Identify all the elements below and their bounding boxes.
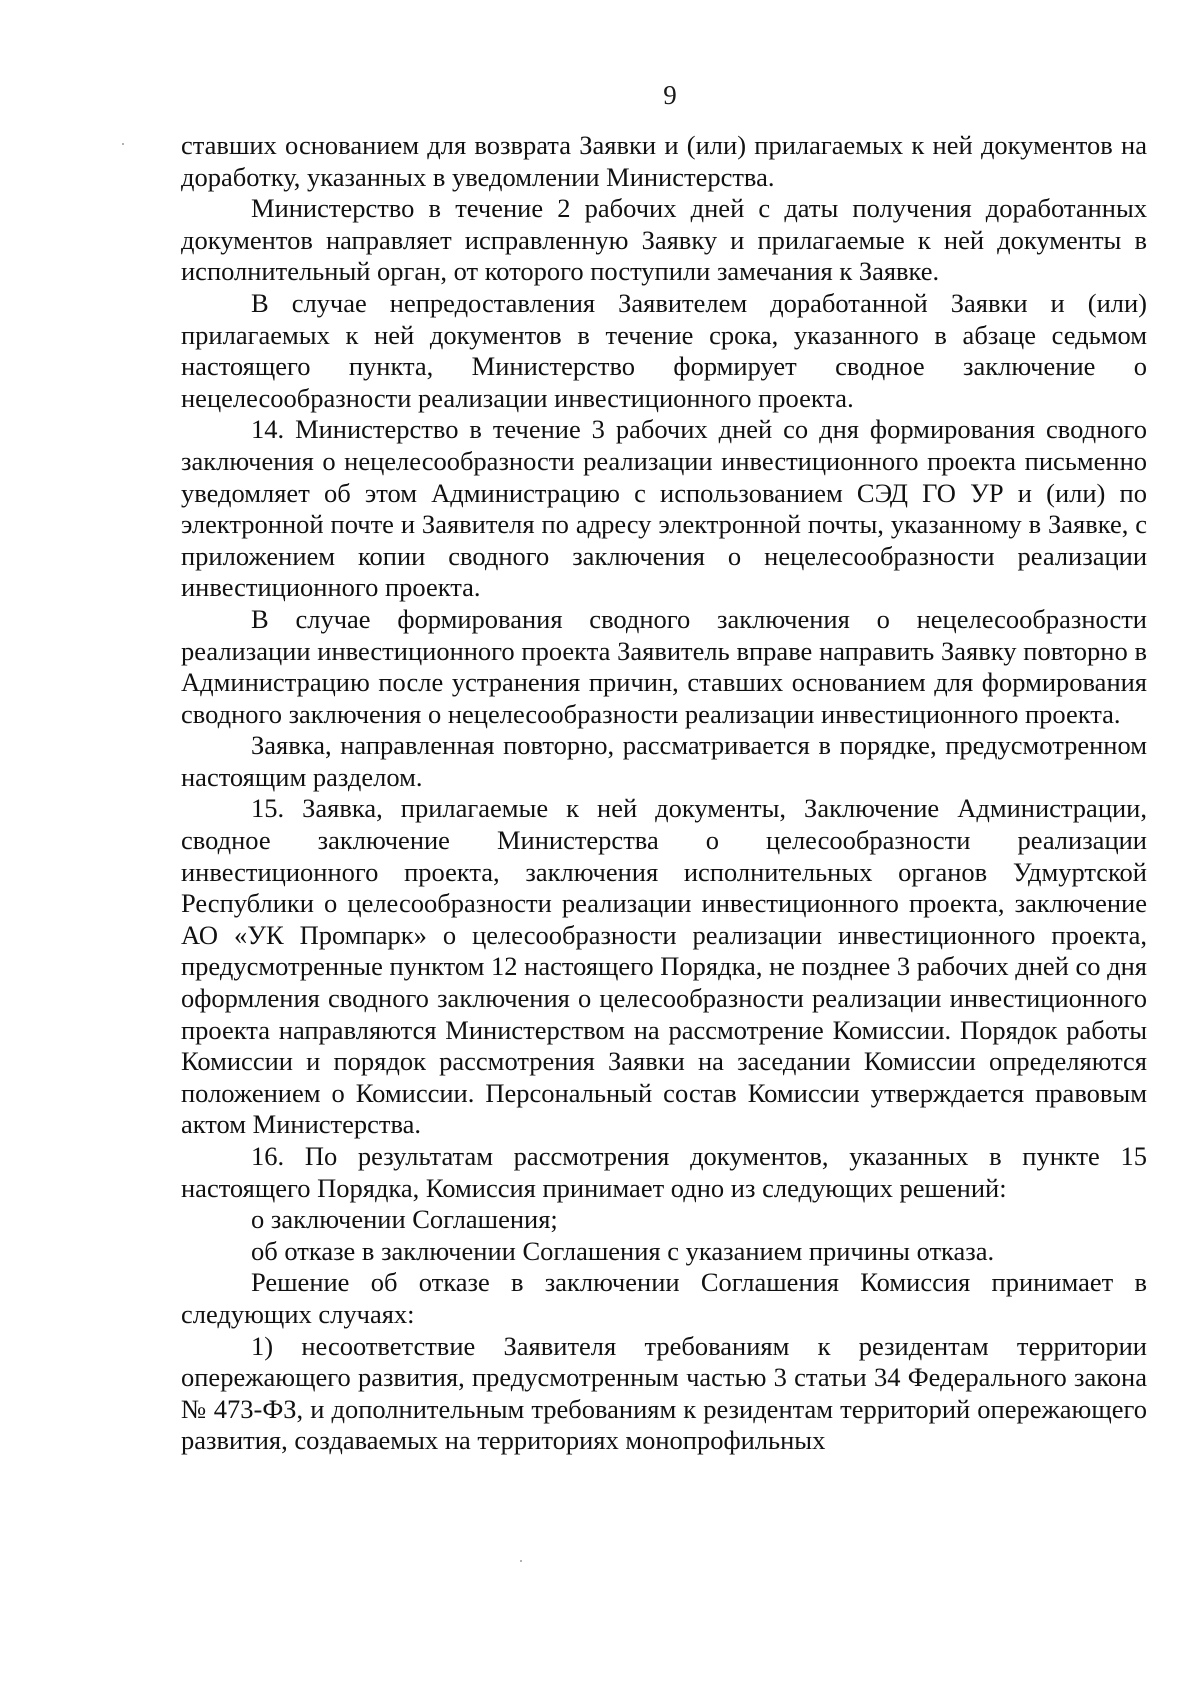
scan-speck [122,143,124,145]
scan-speck [520,1560,522,1562]
paragraph-continuation: ставших основанием для возврата Заявки и (или) прилагаемых к ней документов на доработку, указанных в уведомлении Министерства. [181,130,1147,192]
document-body [181,130,1147,1457]
paragraph: Министерство в течение 2 рабочих дней с даты получения доработанных документов направляет исправленную Заявку и прилагаемые к ней документы в исполнительный орган, от которого поступили замечания к Заявке. [181,193,1147,287]
paragraph-item-14: 14. Министерство в течение 3 рабочих дней со дня формирования сводного заключения о нецелесообразности реализации инвестиционного проекта письменно уведомляет об этом Администрацию с использованием СЭД ГО УР и (или) по электронной почте и Заявителя по адресу электронной почты, указанному в Заявке, с приложением копии сводного заключения о нецелесообразности реализации инвестиционного проекта. [181,414,1147,603]
paragraph: В случае непредоставления Заявителем доработанной Заявки и (или) прилагаемых к ней документов в течение срока, указанного в абзаце седьмом настоящего пункта, Министерство формирует сводное заключение о нецелесообразности реализации инвестиционного проекта. [181,287,1147,413]
paragraph-item-16: 16. По результатам рассмотрения документов, указанных в пункте 15 настоящего Порядка, Комиссия принимает одно из следующих решений: [181,1141,1147,1203]
decision-option: о заключении Соглашения; [251,1204,558,1235]
paragraph: В случае формирования сводного заключения о нецелесообразности реализации инвестиционного проекта Заявитель вправе направить Заявку повторно в Администрацию после устранения причин, ставших основанием для формирования сводного заключения о нецелесообразности реализации инвестиционного проекта. [181,603,1147,729]
paragraph: Решение об отказе в заключении Соглашения Комиссия принимает в следующих случаях: [181,1267,1147,1329]
paragraph: Заявка, направленная повторно, рассматривается в порядке, предусмотренном настоящим разделом. [181,730,1147,792]
paragraph-item-15: 15. Заявка, прилагаемые к ней документы, Заключение Администрации, сводное заключение Министерства о целесообразности реализации инвестиционного проекта, заключения исполнительных органов Удмуртской Республики о целесообразности реализации инвестиционного проекта, заключение АО «УК Промпарк» о целесообразности реализации инвестиционного проекта, предусмотренные пунктом 12 настоящего Порядка, не позднее 3 рабочих дней со дня оформления сводного заключения о целесообразности реализации инвестиционного проекта направляются Министерством на рассмотрение Комиссии. Порядок работы Комиссии и порядок рассмотрения Заявки на заседании Комиссии определяются положением о Комиссии. Персональный состав Комиссии утверждается правовым актом Министерства. [181,793,1147,1140]
page-number: 9 [663,80,677,110]
decision-option: об отказе в заключении Соглашения с указанием причины отказа. [251,1235,995,1266]
refusal-case-1: 1) несоответствие Заявителя требованиям к резидентам территории опережающего развития, предусмотренным частью 3 статьи 34 Федерального закона № 473-ФЗ, и дополнительным требованиям к резидентам территорий опережающего развития, создаваемых на территориях монопрофильных [181,1330,1147,1456]
